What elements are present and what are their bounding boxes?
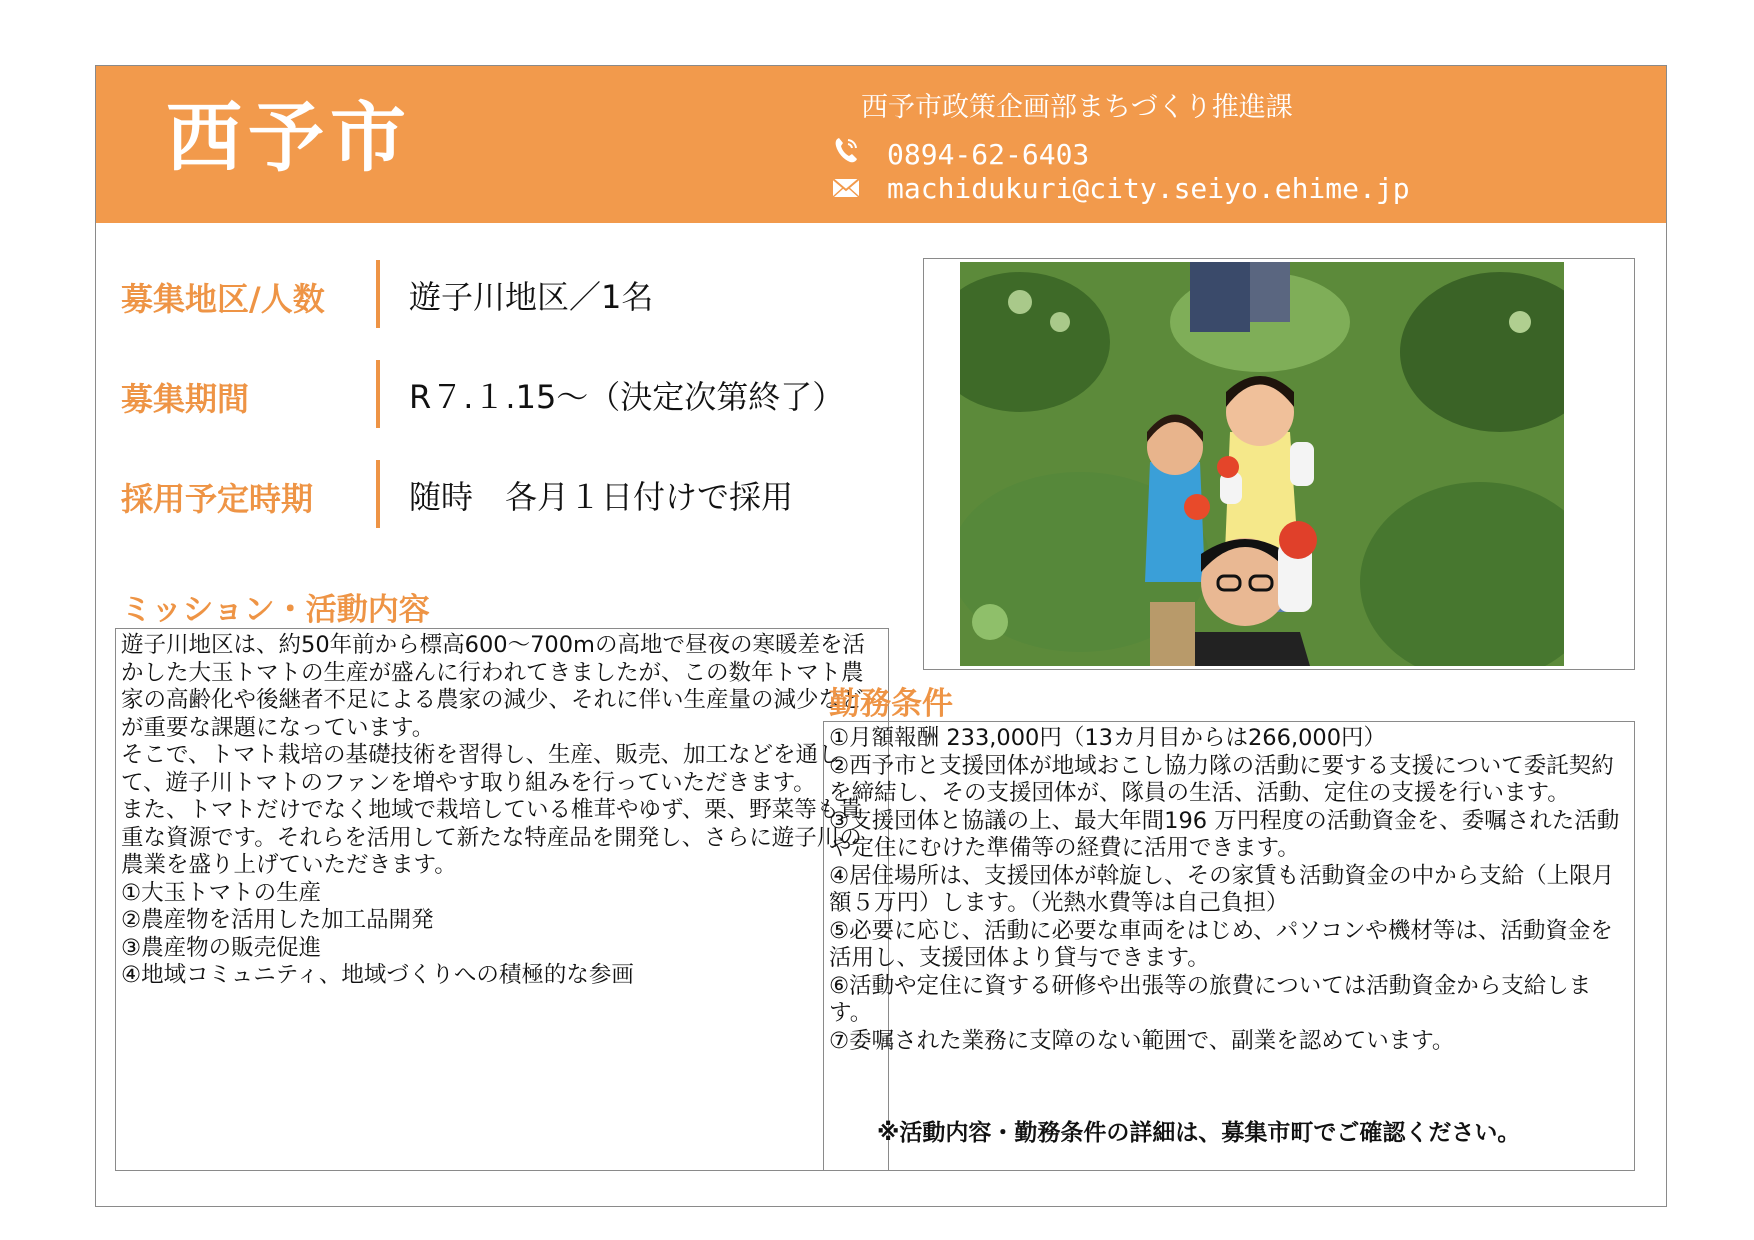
- mission-item: ④地域コミュニティ、地域づくりへの積極的な参画: [121, 962, 634, 988]
- mission-textbox: [115, 628, 889, 1171]
- mission-paragraph: そこで、トマト栽培の基礎技術を習得し、生産、販売、加工などを通して、遊子川トマトのファンを増やす取り組みを行っていただきます。: [121, 742, 841, 796]
- condition-item: ③支援団体と協議の上、最大年間196 万円程度の活動資金を、委嘱された活動や定住にむけた準備等の経費に活用できます。: [829, 807, 1620, 861]
- mail-icon: [831, 175, 861, 203]
- photo-frame: [923, 258, 1635, 670]
- conditions-title: 勤務条件: [829, 686, 953, 722]
- divider-bar: [376, 360, 380, 428]
- department-name: 西予市政策企画部まちづくり推進課: [861, 92, 1293, 123]
- phone-row: [831, 136, 1089, 169]
- period-label: 募集期間: [121, 380, 250, 418]
- hire-label: 採用予定時期: [121, 480, 314, 518]
- children-tomato-photo: [960, 262, 1564, 666]
- condition-item: ⑤必要に応じ、活動に必要な車両をはじめ、パソコンや機材等は、活動資金を活用し、支援団体より貸与できます。: [829, 917, 1613, 971]
- mission-item: ①大玉トマトの生産: [121, 879, 322, 906]
- condition-item: ⑥活動や定住に資する研修や出張等の旅費については活動資金から支給します。: [829, 972, 1592, 1026]
- hire-value: 随時 各月１日付けで採用: [409, 478, 794, 516]
- condition-item: ⑦委嘱された業務に支障のない範囲で、副業を認めています。: [829, 1027, 1455, 1054]
- condition-item: ④居住場所は、支援団体が斡旋し、その家賃も活動資金の中から支給（上限月額５万円）します。（光熱水費等は自己負担）: [829, 862, 1615, 916]
- email-address[interactable]: machidukuri@city.seiyo.ehime.jp: [887, 172, 1410, 205]
- area-label: 募集地区/人数: [121, 280, 325, 318]
- phone-number: 0894-62-6403: [887, 138, 1090, 171]
- phone-icon: [831, 136, 861, 169]
- mission-title: ミッション・活動内容: [121, 592, 430, 628]
- city-name: 西予市: [166, 93, 412, 182]
- mission-paragraph: 遊子川地区は、約50年前から標高600～700mの高地で昼夜の寒暖差を活かした大玉トマトの生産が盛んに行われてきましたが、この数年トマト農家の高齢化や後継者不足による農家の減少、それに伴い生産量の減少などが重要な課題になっています。: [121, 632, 865, 741]
- period-value: R７.１.15～（決定次第終了）: [409, 378, 845, 416]
- footnote: ※活動内容・勤務条件の詳細は、募集市町でご確認ください。: [877, 1120, 1521, 1146]
- area-value: 遊子川地区／1名: [409, 278, 654, 316]
- email-row: [831, 172, 1410, 205]
- condition-item: ②西予市と支援団体が地域おこし協力隊の活動に要する支援について委託契約を締結し、その支援団体が、隊員の生活、活動、定住の支援を行います。: [829, 752, 1614, 806]
- header-banner: [96, 66, 1666, 223]
- divider-bar: [376, 460, 380, 528]
- conditions-textbox: [823, 721, 1635, 1171]
- mission-item: ③農産物の販売促進: [121, 934, 322, 961]
- divider-bar: [376, 260, 380, 328]
- mission-paragraph: また、トマトだけでなく地域で栽培している椎茸やゆず、栗、野菜等も貴重な資源です。それらを活用して新たな特産品を開発し、さらに遊子川の農業を盛り上げていただきます。: [121, 797, 862, 878]
- recruitment-card: [95, 65, 1667, 1207]
- condition-item: ①月額報酬 233,000円（13カ月目からは266,000円）: [829, 725, 1387, 751]
- mission-item: ②農産物を活用した加工品開発: [121, 907, 434, 933]
